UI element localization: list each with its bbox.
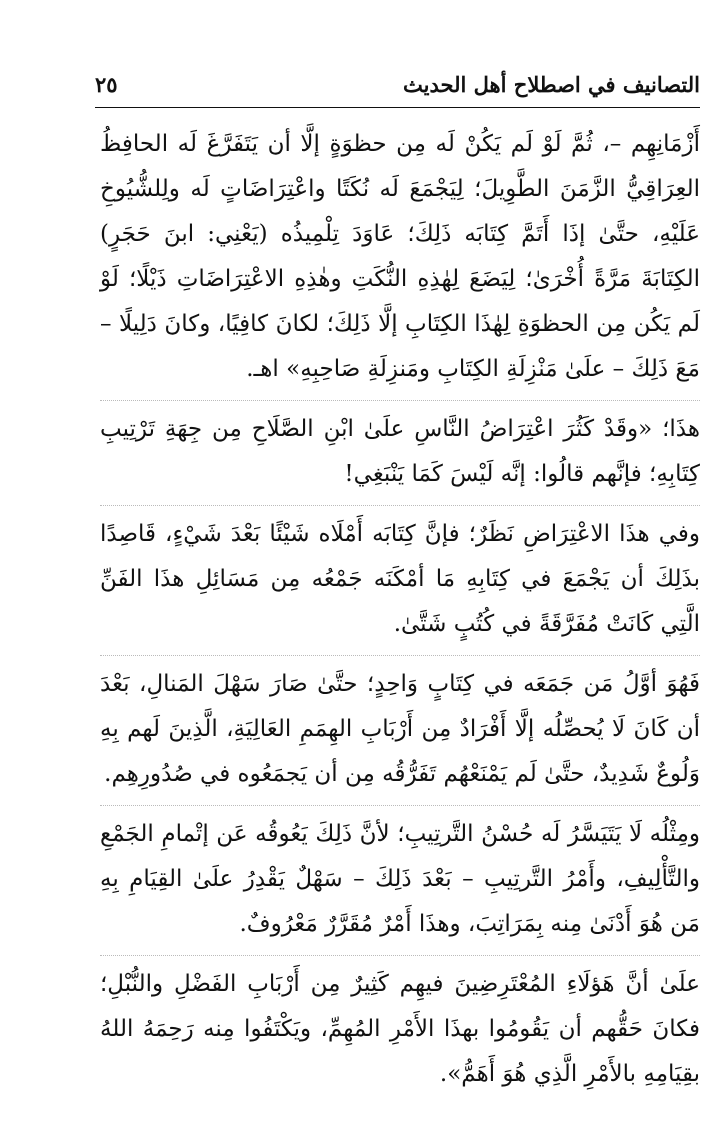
paragraph-5: ومِثْلُه لَا يَتَيَسَّرُ لَه حُسْنُ التَّرتِيبِ؛ لأنَّ ذَلِكَ يَعُوقُه عَن إتْمامِ الجَمْعِ والتَّأْلِيفِ، وأَمْرُ التَّرتِيبِ – بَعْدَ ذَلِكَ – سَهْلٌ يَقْدِرُ علَىٰ القِيَامِ بِهِ مَن هُوَ أَدْنَىٰ مِنه بِمَرَاتِبَ، وهذَا أَمْرٌ مُقَرَّرٌ مَعْرُوفٌ. <box>100 821 700 937</box>
paragraph-1: أَزْمَانِهِم –، ثُمَّ لَوْ لَم يَكُنْ لَه مِن حظوَةٍ إلَّا أن يَتَفَرَّغَ لَه الحافِظُ العِرَاقِيُّ الزَّمَنَ الطَّوِيلَ؛ لِيَجْمَعَ لَه نُكَتًا واعْتِرَاضَاتٍ لَه ولِلشُّيُوخِ عَلَيْهِ، حتَّىٰ إذَا أَتَمَّ كِتَابَه ذَلِكَ؛ عَاوَدَ تِلْمِيذُه (يَعْنِي: ابنَ حَجَرٍ) الكِتَابَةَ مَرَّةً أُخْرَىٰ؛ لِيَضَعَ لِهٰذِهِ النُّكَتِ وهٰذِهِ الاعْتِرَاضَاتِ ذَيْلًا؛ لَوْ لَم يَكُن مِن الحظوَةِ لِهٰذَا الكِتَابِ إلَّا ذَلِكَ؛ لكانَ كافِيًا، وكانَ دَلِيلًا – مَعَ ذَلِكَ – علَىٰ مَنْزِلَةِ الكِتَابِ ومَنزِلَةِ صَاحِبِهِ» اهـ. <box>100 131 700 382</box>
body-text <box>100 122 700 1097</box>
paragraph-separator <box>100 655 700 656</box>
paragraph-separator <box>100 805 700 806</box>
paragraph-6: علَىٰ أنَّ هَؤلَاءِ المُعْتَرِضِينَ فيهِم كَثِيرٌ مِن أَرْبَابِ الفَضْلِ والنُّبْلِ؛ فكانَ حَقُّهم أن يَقُومُوا بهذَا الأَمْرِ المُهِمِّ، ويَكْتَفُوا مِنه رَحِمَهُ اللهُ بقِيَامِهِ بالأَمْرِ الَّذِي هُوَ أَهَمُّ». <box>100 971 700 1087</box>
paragraph-separator <box>100 955 700 956</box>
paragraph-2: هذَا؛ «وقَدْ كَثُرَ اعْتِرَاضُ النَّاسِ علَىٰ ابْنِ الصَّلَاحِ مِن جِهَةِ تَرْتِيبِ كِتَابِهِ؛ فإنَّهم قالُوا: إنَّه لَيْسَ كَمَا يَنْبَغِي! <box>100 416 700 487</box>
paragraph-separator <box>100 400 700 401</box>
paragraph-3: وفي هذَا الاعْتِرَاضِ نَظَرٌ؛ فإنَّ كِتَابَه أَمْلَاه شَيْئًا بَعْدَ شَيْءٍ، قَاصِدًا بذَلِكَ أن يَجْمَعَ في كِتَابِهِ مَا أمْكَنَه جَمْعُه مِن مَسَائِلِ هذَا الفَنِّ الَّتِي كَانَتْ مُفَرَّقَةً في كُتُبٍ شَتَّىٰ. <box>100 521 700 637</box>
running-title: التصانيف في اصطلاح أهل الحديث <box>403 72 700 97</box>
page-header <box>95 70 700 104</box>
page-number: ٢٥ <box>95 72 118 97</box>
header-divider <box>95 107 700 108</box>
paragraph-4: فَهُوَ أوَّلُ مَن جَمَعَه في كِتَابٍ وَاحِدٍ؛ حتَّىٰ صَارَ سَهْلَ المَنالِ، بَعْدَ أن كَانَ لَا يُحصِّلُه إلَّا أَفْرَادٌ مِن أَرْبَابِ الهِمَمِ العَالِيَةِ، الَّذِينَ لَهم بِهِ وَلُوعٌ شَدِيدٌ، حتَّىٰ لَم يَمْنَعْهُم تَفَرُّقُه مِن أن يَجمَعُوه في صُدُورِهِم. <box>100 671 700 787</box>
paragraph-separator <box>100 505 700 506</box>
